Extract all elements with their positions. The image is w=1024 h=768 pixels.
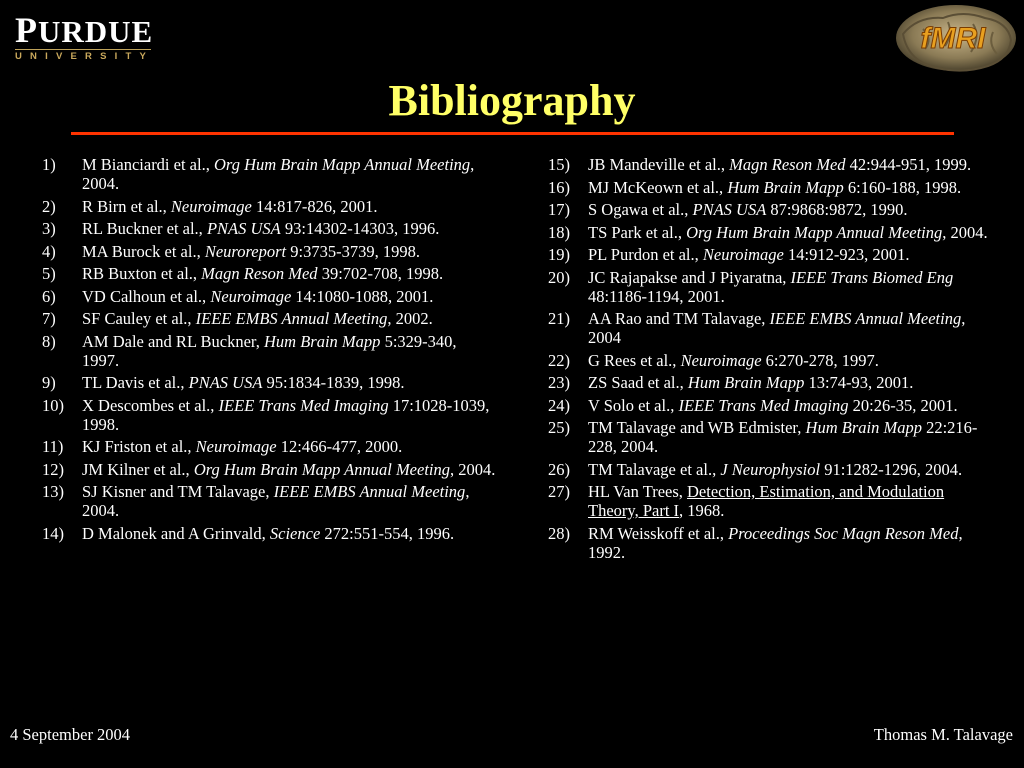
purdue-university-text: UNIVERSITY [15, 51, 155, 62]
reference-number: 25) [548, 418, 570, 437]
reference-text [588, 309, 965, 347]
reference-text [588, 524, 963, 562]
reference-book-title: Detection, Estimation, and Modulation Theory, Part I [588, 482, 945, 520]
reference-text [82, 309, 433, 328]
reference-details: 12:466-477, 2000. [276, 437, 403, 456]
reference-details: , 2004. [82, 155, 475, 193]
reference-authors: X Descombes et al., [82, 395, 219, 415]
reference-authors: G Rees et al., [588, 350, 681, 370]
reference-item [42, 309, 497, 328]
reference-text [588, 178, 961, 197]
reference-text [82, 437, 402, 456]
reference-item [548, 482, 988, 520]
reference-journal: IEEE EMBS Annual Meeting [195, 309, 388, 328]
reference-details: 42:944-951, 1999. [845, 155, 972, 174]
reference-authors: JM Kilner et al., [82, 459, 194, 479]
reference-item [42, 264, 497, 283]
reference-text [588, 482, 944, 520]
reference-authors: R Birn et al., [82, 196, 171, 216]
reference-journal: IEEE EMBS Annual Meeting [769, 309, 962, 328]
reference-item [42, 482, 497, 520]
page-title: Bibliography [388, 76, 636, 125]
reference-authors: MJ McKeown et al., [588, 177, 728, 197]
reference-details: 87:9868:9872, 1990. [766, 200, 908, 219]
reference-number: 20) [548, 267, 570, 287]
reference-item [42, 396, 497, 434]
reference-number: 19) [548, 245, 570, 264]
reference-details: , 2004. [450, 459, 496, 479]
reference-journal: Neuroimage [170, 196, 252, 216]
reference-authors: RB Buxton et al., [82, 264, 202, 283]
reference-text [82, 242, 420, 261]
reference-journal: Org Hum Brain Mapp Annual Meeting [686, 222, 943, 242]
reference-text [82, 332, 457, 370]
reference-number: 27) [548, 482, 570, 501]
reference-item [42, 460, 497, 479]
reference-authors: VD Calhoun et al., [82, 286, 211, 306]
reference-item [42, 287, 497, 306]
reference-number: 8) [42, 331, 56, 351]
reference-item [548, 460, 988, 479]
reference-details: , 2004 [588, 309, 966, 347]
reference-details: 17:1028-1039, 1998. [82, 395, 490, 434]
reference-journal: Neuroimage [680, 350, 762, 370]
reference-item [42, 437, 497, 456]
reference-details: , 1992. [588, 523, 963, 562]
reference-text [82, 264, 443, 283]
reference-journal: Hum Brain Mapp [805, 418, 922, 437]
reference-item [42, 197, 497, 216]
reference-authors: M Bianciardi et al., [82, 155, 214, 174]
reference-number: 16) [548, 177, 570, 197]
reference-item [548, 373, 988, 392]
reference-journal: IEEE Trans Med Imaging [218, 395, 389, 415]
reference-journal: PNAS USA [692, 200, 767, 219]
reference-details: 91:1282-1296, 2004. [820, 459, 963, 479]
reference-authors: ZS Saad et al., [588, 373, 688, 392]
reference-text [588, 418, 977, 456]
reference-journal: Hum Brain Mapp [727, 177, 844, 197]
reference-item [548, 155, 988, 174]
reference-number: 22) [548, 350, 570, 370]
reference-authors: V Solo et al., [588, 395, 679, 415]
reference-number: 11) [42, 437, 64, 456]
reference-details: 13:74-93, 2001. [804, 373, 914, 392]
reference-details: 272:551-554, 1996. [320, 523, 455, 543]
reference-item [548, 200, 988, 219]
reference-item [548, 178, 988, 197]
reference-journal: IEEE EMBS Annual Meeting [273, 482, 466, 501]
reference-details: 6:160-188, 1998. [843, 177, 962, 197]
reference-number: 10) [42, 395, 64, 415]
reference-item [548, 351, 988, 370]
reference-journal: Neuroimage [195, 437, 277, 456]
reference-authors: KJ Friston et al., [82, 437, 196, 456]
reference-number: 14) [42, 523, 64, 543]
title-underline [71, 132, 954, 135]
reference-text [588, 460, 962, 479]
reference-item [42, 524, 497, 543]
reference-authors: AM Dale and RL Buckner, [82, 331, 265, 351]
reference-authors: S Ogawa et al., [588, 200, 693, 219]
reference-text [82, 460, 495, 479]
footer-date: 4 September 2004 [10, 725, 131, 744]
reference-authors: RL Buckner et al., [82, 219, 207, 238]
reference-journal: IEEE Trans Med Imaging [678, 395, 849, 415]
reference-text [588, 396, 958, 415]
reference-number: 4) [42, 241, 56, 261]
reference-text [588, 373, 913, 392]
reference-details: 95:1834-1839, 1998. [262, 373, 405, 392]
reference-details: , 2004. [82, 482, 470, 520]
bibliography-left-column [42, 155, 497, 546]
reference-item [548, 268, 988, 306]
reference-journal: Neuroimage [702, 245, 784, 264]
reference-item [42, 332, 497, 370]
reference-details: 9:3735-3739, 1998. [286, 241, 420, 261]
reference-authors: JC Rajapakse and J Piyaratna, [588, 267, 791, 287]
reference-authors: SF Cauley et al., [82, 309, 196, 328]
reference-number: 6) [42, 286, 56, 306]
reference-journal: PNAS USA [188, 373, 263, 392]
reference-item [548, 245, 988, 264]
reference-details: , 2004. [942, 222, 988, 242]
reference-details: 48:1186-1194, 2001. [588, 286, 725, 306]
reference-journal: Neuroreport [204, 241, 287, 261]
reference-number: 15) [548, 155, 570, 174]
reference-number: 5) [42, 264, 56, 283]
reference-details: , 1968. [679, 501, 725, 520]
reference-item [548, 309, 988, 347]
reference-number: 13) [42, 482, 64, 501]
reference-journal: Magn Reson Med [729, 155, 846, 174]
reference-details: 22:216-228, 2004. [588, 418, 978, 456]
reference-number: 7) [42, 309, 56, 328]
reference-authors: TL Davis et al., [82, 373, 189, 392]
reference-authors: JB Mandeville et al., [588, 155, 730, 174]
bibliography-right-column [548, 155, 988, 565]
reference-text [82, 197, 377, 216]
reference-journal: Proceedings Soc Magn Reson Med [728, 523, 959, 543]
reference-journal: Magn Reson Med [201, 264, 318, 283]
reference-journal: PNAS USA [206, 219, 281, 238]
reference-details: 14:817-826, 2001. [251, 196, 378, 216]
reference-text [588, 245, 909, 264]
reference-authors: AA Rao and TM Talavage, [588, 309, 770, 328]
reference-number: 9) [42, 373, 56, 392]
reference-number: 23) [548, 373, 570, 392]
reference-journal: J Neurophysiol [720, 459, 821, 479]
reference-journal: Org Hum Brain Mapp Annual Meeting [193, 459, 450, 479]
reference-journal: Org Hum Brain Mapp Annual Meeting [213, 155, 471, 174]
reference-details: 5:329-340, 1997. [82, 331, 457, 370]
reference-authors: TM Talavage et al., [588, 459, 721, 479]
reference-text [588, 223, 988, 242]
reference-journal: Hum Brain Mapp [264, 331, 381, 351]
reference-text [82, 396, 489, 434]
reference-authors: TS Park et al., [588, 222, 687, 242]
footer-author: Thomas M. Talavage [873, 725, 1013, 744]
reference-journal: Hum Brain Mapp [687, 373, 805, 392]
reference-authors: PL Purdon et al., [588, 245, 703, 264]
reference-number: 18) [548, 222, 570, 242]
fmri-logo [893, 4, 1018, 76]
reference-number: 28) [548, 523, 570, 543]
reference-details: 20:26-35, 2001. [848, 395, 958, 415]
reference-authors: D Malonek and A Grinvald, [82, 523, 270, 543]
reference-text [588, 351, 879, 370]
reference-number: 26) [548, 459, 570, 479]
reference-text [82, 155, 474, 193]
reference-number: 24) [548, 395, 570, 415]
reference-details: , 2002. [387, 309, 433, 328]
reference-authors: RM Weisskoff et al., [588, 523, 729, 543]
reference-item [42, 155, 497, 193]
reference-item [42, 242, 497, 261]
reference-item [548, 524, 988, 562]
reference-text [588, 200, 907, 219]
reference-journal: Science [269, 523, 321, 543]
reference-details: 93:14302-14303, 1996. [280, 219, 440, 238]
reference-item [42, 373, 497, 392]
fmri-logo-text: fMRI [920, 22, 986, 55]
reference-authors: HL Van Trees, [588, 482, 688, 501]
reference-number: 17) [548, 200, 570, 219]
reference-journal: IEEE Trans Biomed Eng [790, 267, 954, 287]
reference-text [82, 373, 405, 392]
reference-item [42, 219, 497, 238]
reference-details: 14:912-923, 2001. [783, 245, 910, 264]
purdue-wordmark: PURDUE [15, 10, 154, 50]
reference-number: 21) [548, 309, 570, 328]
reference-text [82, 219, 439, 238]
reference-details: 14:1080-1088, 2001. [291, 286, 434, 306]
reference-item [548, 223, 988, 242]
purdue-logo [15, 10, 155, 62]
reference-text [588, 268, 953, 306]
reference-item [548, 396, 988, 415]
reference-details: 39:702-708, 1998. [317, 264, 444, 283]
reference-number: 3) [42, 219, 56, 238]
reference-number: 2) [42, 196, 56, 216]
reference-authors: SJ Kisner and TM Talavage, [82, 482, 274, 501]
reference-authors: MA Burock et al., [82, 241, 205, 261]
reference-journal: Neuroimage [210, 286, 292, 306]
reference-text [588, 155, 971, 174]
fmri-brain-image [893, 4, 1018, 76]
reference-number: 1) [42, 155, 56, 174]
reference-text [82, 287, 433, 306]
reference-text [82, 482, 469, 520]
reference-authors: TM Talavage and WB Edmister, [588, 418, 806, 437]
reference-item [548, 418, 988, 456]
reference-details: 6:270-278, 1997. [761, 350, 879, 370]
reference-number: 12) [42, 459, 64, 479]
reference-text [82, 524, 454, 543]
